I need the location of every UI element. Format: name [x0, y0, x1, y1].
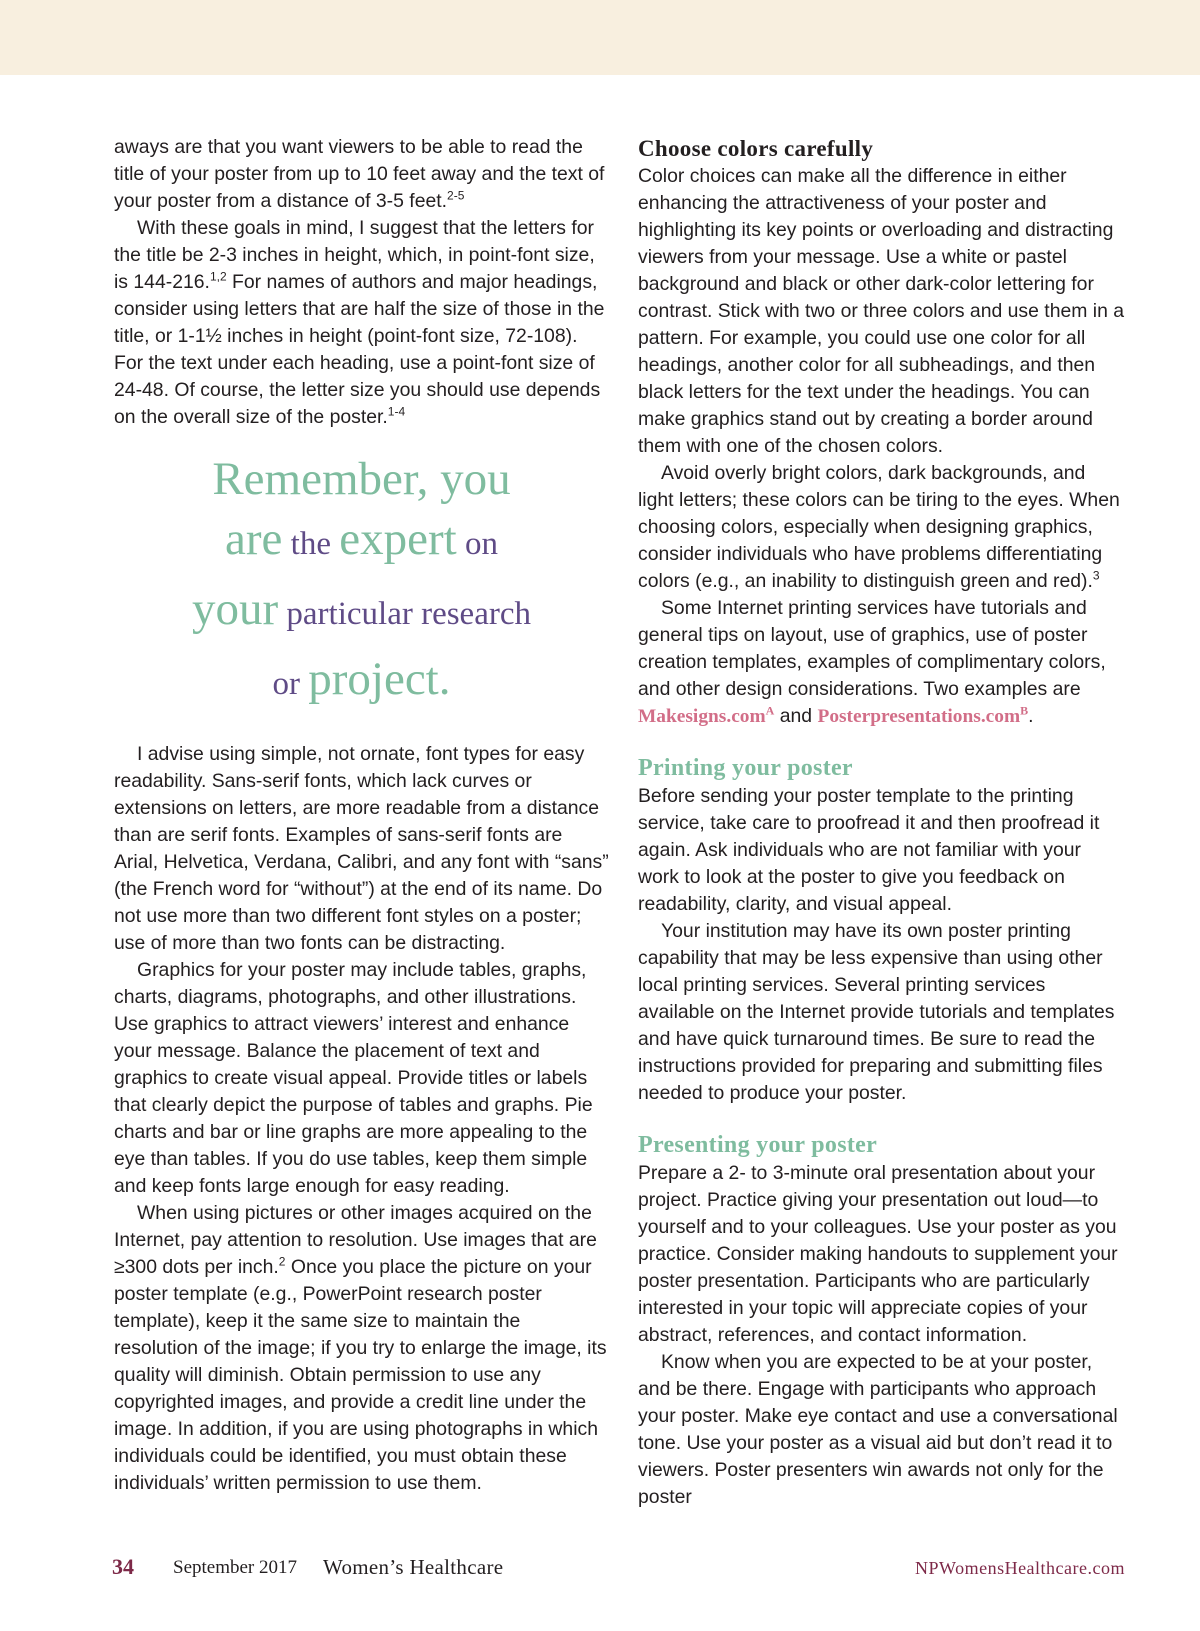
pull-quote-line [114, 579, 609, 649]
paragraph [638, 460, 1126, 595]
paragraph: Know when you are expected to be at your poster, and be there. Engage with participants who approach your poster. Make eye contact and use a conversational tone. Use your poster as a visual aid but don’t read it to viewers. Poster presenters win awards not only for the poster [638, 1351, 1118, 1508]
link-note: B [1020, 703, 1029, 718]
text: With these goals in mind, I suggest that the letters for the title be 2-3 inches in height, which, in point-font size, is 144-216. [114, 217, 595, 293]
pull-quote-word: expert [339, 513, 457, 565]
citation: 2-5 [447, 188, 465, 203]
text: For names of authors and major headings, consider using letters that are half the size of those in the title, or 1-1½ inches in height (point-font size, 72-108). For the text under each heading, use a point-font size of 24-48. Of course, the letter size you should use depends on the overall size of the poster. [114, 271, 605, 428]
right-column [638, 134, 1126, 1511]
pull-quote-word: project. [308, 653, 451, 705]
pull-quote-word: or [272, 666, 309, 702]
citation: 1-4 [387, 404, 406, 419]
link-text[interactable]: Posterpresentations.com [817, 706, 1021, 727]
section-heading: Printing your poster [638, 755, 853, 781]
pull-quote-word: the [282, 526, 340, 562]
pull-quote-word: particular research [278, 596, 531, 632]
text: Once you place the picture on your poster template (e.g., PowerPoint research poster template), keep it the same size to maintain the resolution of the image; if you try to enlarge the image, its quality will diminish. Obtain permission to use any copyrighted images, and provide a credit line under the image. In addition, if you are using photographs in which individuals could be identified, you must obtain these individuals’ written permission to use them. [114, 1256, 607, 1494]
text: and [774, 705, 818, 727]
paragraph: Color choices can make all the difference in either enhancing the attractiveness of your poster and highlighting its key points or overloading and distracting viewers from your message. Use a white or pastel background and black or other dark-color lettering for contrast. Stick with two or three colors and use them in a pattern. For example, you could use one color for all headings, another color for all subheadings, and then black letters for the text under the headings. You can make graphics stand out by creating a border around them with one of the chosen colors. [638, 165, 1125, 457]
section-heading: Presenting your poster [638, 1132, 878, 1158]
website-link[interactable]: NPWomensHealthcare.com [915, 1558, 1125, 1578]
paragraph [638, 595, 1126, 730]
link-note: A [765, 703, 775, 718]
pull-quote-word: your [192, 583, 279, 635]
pull-quote-line: Remember, you [212, 453, 511, 505]
link-text[interactable]: Makesigns.com [638, 706, 766, 727]
issue-date: September 2017 [173, 1557, 298, 1578]
pull-quote [114, 449, 609, 719]
text: aways are that you want viewers to be able to read the title of your poster from up to 10 feet away and the text of your poster from a distance of 3-5 feet. [114, 136, 605, 212]
pull-quote-line [114, 649, 609, 719]
posterpresentations-link[interactable] [817, 703, 1029, 727]
paragraph [114, 134, 609, 215]
makesigns-link[interactable] [638, 703, 775, 727]
paragraph: Graphics for your poster may include tables, graphs, charts, diagrams, photographs, and other illustrations. Use graphics to attract viewers’ interest and enhance your message. Balance the placement of text and graphics to create visual appeal. Provide titles or labels that clearly depict the purpose of tables and graphs. Pie charts and bar or line graphs are more appealing to the eye than tables. If you do use tables, keep them simple and keep fonts large enough for easy reading. [114, 959, 593, 1197]
citation: 1,2 [209, 269, 227, 284]
paragraph: Prepare a 2- to 3-minute oral presentation about your project. Practice giving your presentation out loud—to yourself and to your colleagues. Use your poster as you practice. Consider making handouts to supplement your poster presentation. Participants who are particularly interested in your topic will appreciate copies of your abstract, references, and contact information. [638, 1162, 1118, 1346]
text: . [1028, 705, 1034, 727]
citation: 2 [278, 1254, 286, 1269]
section-heading: Choose colors carefully [638, 136, 874, 161]
left-column [114, 134, 609, 1497]
header-band [0, 0, 1200, 75]
text: Avoid overly bright colors, dark backgrounds, and light letters; these colors can be tiring to the eyes. When choosing colors, especially when designing graphics, consider individuals who have problems differentiating colors (e.g., an inability to distinguish green and red). [638, 462, 1120, 592]
pull-quote-line [114, 509, 609, 579]
page-number: 34 [112, 1554, 134, 1579]
citation: 3 [1092, 568, 1100, 583]
publication-name: Women’s Healthcare [323, 1555, 504, 1579]
page-footer [0, 1554, 1200, 1584]
paragraph [114, 215, 609, 431]
text: Some Internet printing services have tutorials and general tips on layout, use of graphics, use of poster creation templates, examples of complimentary colors, and other design considerations. Two examples are [638, 597, 1106, 700]
pull-quote-word: are [225, 513, 283, 565]
text: When using pictures or other images acquired on the Internet, pay attention to resolution. Use images that are ≥300 dots per inch. [114, 1202, 597, 1278]
paragraph: I advise using simple, not ornate, font types for easy readability. Sans-serif fonts, which lack curves or extensions on letters, are more readable from a distance than are serif fonts. Examples of sans-serif fonts are Arial, Helvetica, Verdana, Calibri, and any font with “sans” (the French word for “without”) at the end of its name. Do not use more than two different font styles on a poster; use of more than two fonts can be distracting. [114, 743, 609, 954]
paragraph: Before sending your poster template to the printing service, take care to proofread it and then proofread it again. Ask individuals who are not familiar with your work to look at the poster to give you feedback on readability, clarity, and visual appeal. [638, 785, 1100, 915]
paragraph: Your institution may have its own poster printing capability that may be less expensive than using other local printing services. Several printing services available on the Internet provide tutorials and templates and have quick turnaround times. Be sure to read the instructions provided for preparing and submitting files needed to produce your poster. [638, 920, 1115, 1104]
paragraph [114, 1200, 609, 1497]
pull-quote-word: on [456, 526, 498, 562]
